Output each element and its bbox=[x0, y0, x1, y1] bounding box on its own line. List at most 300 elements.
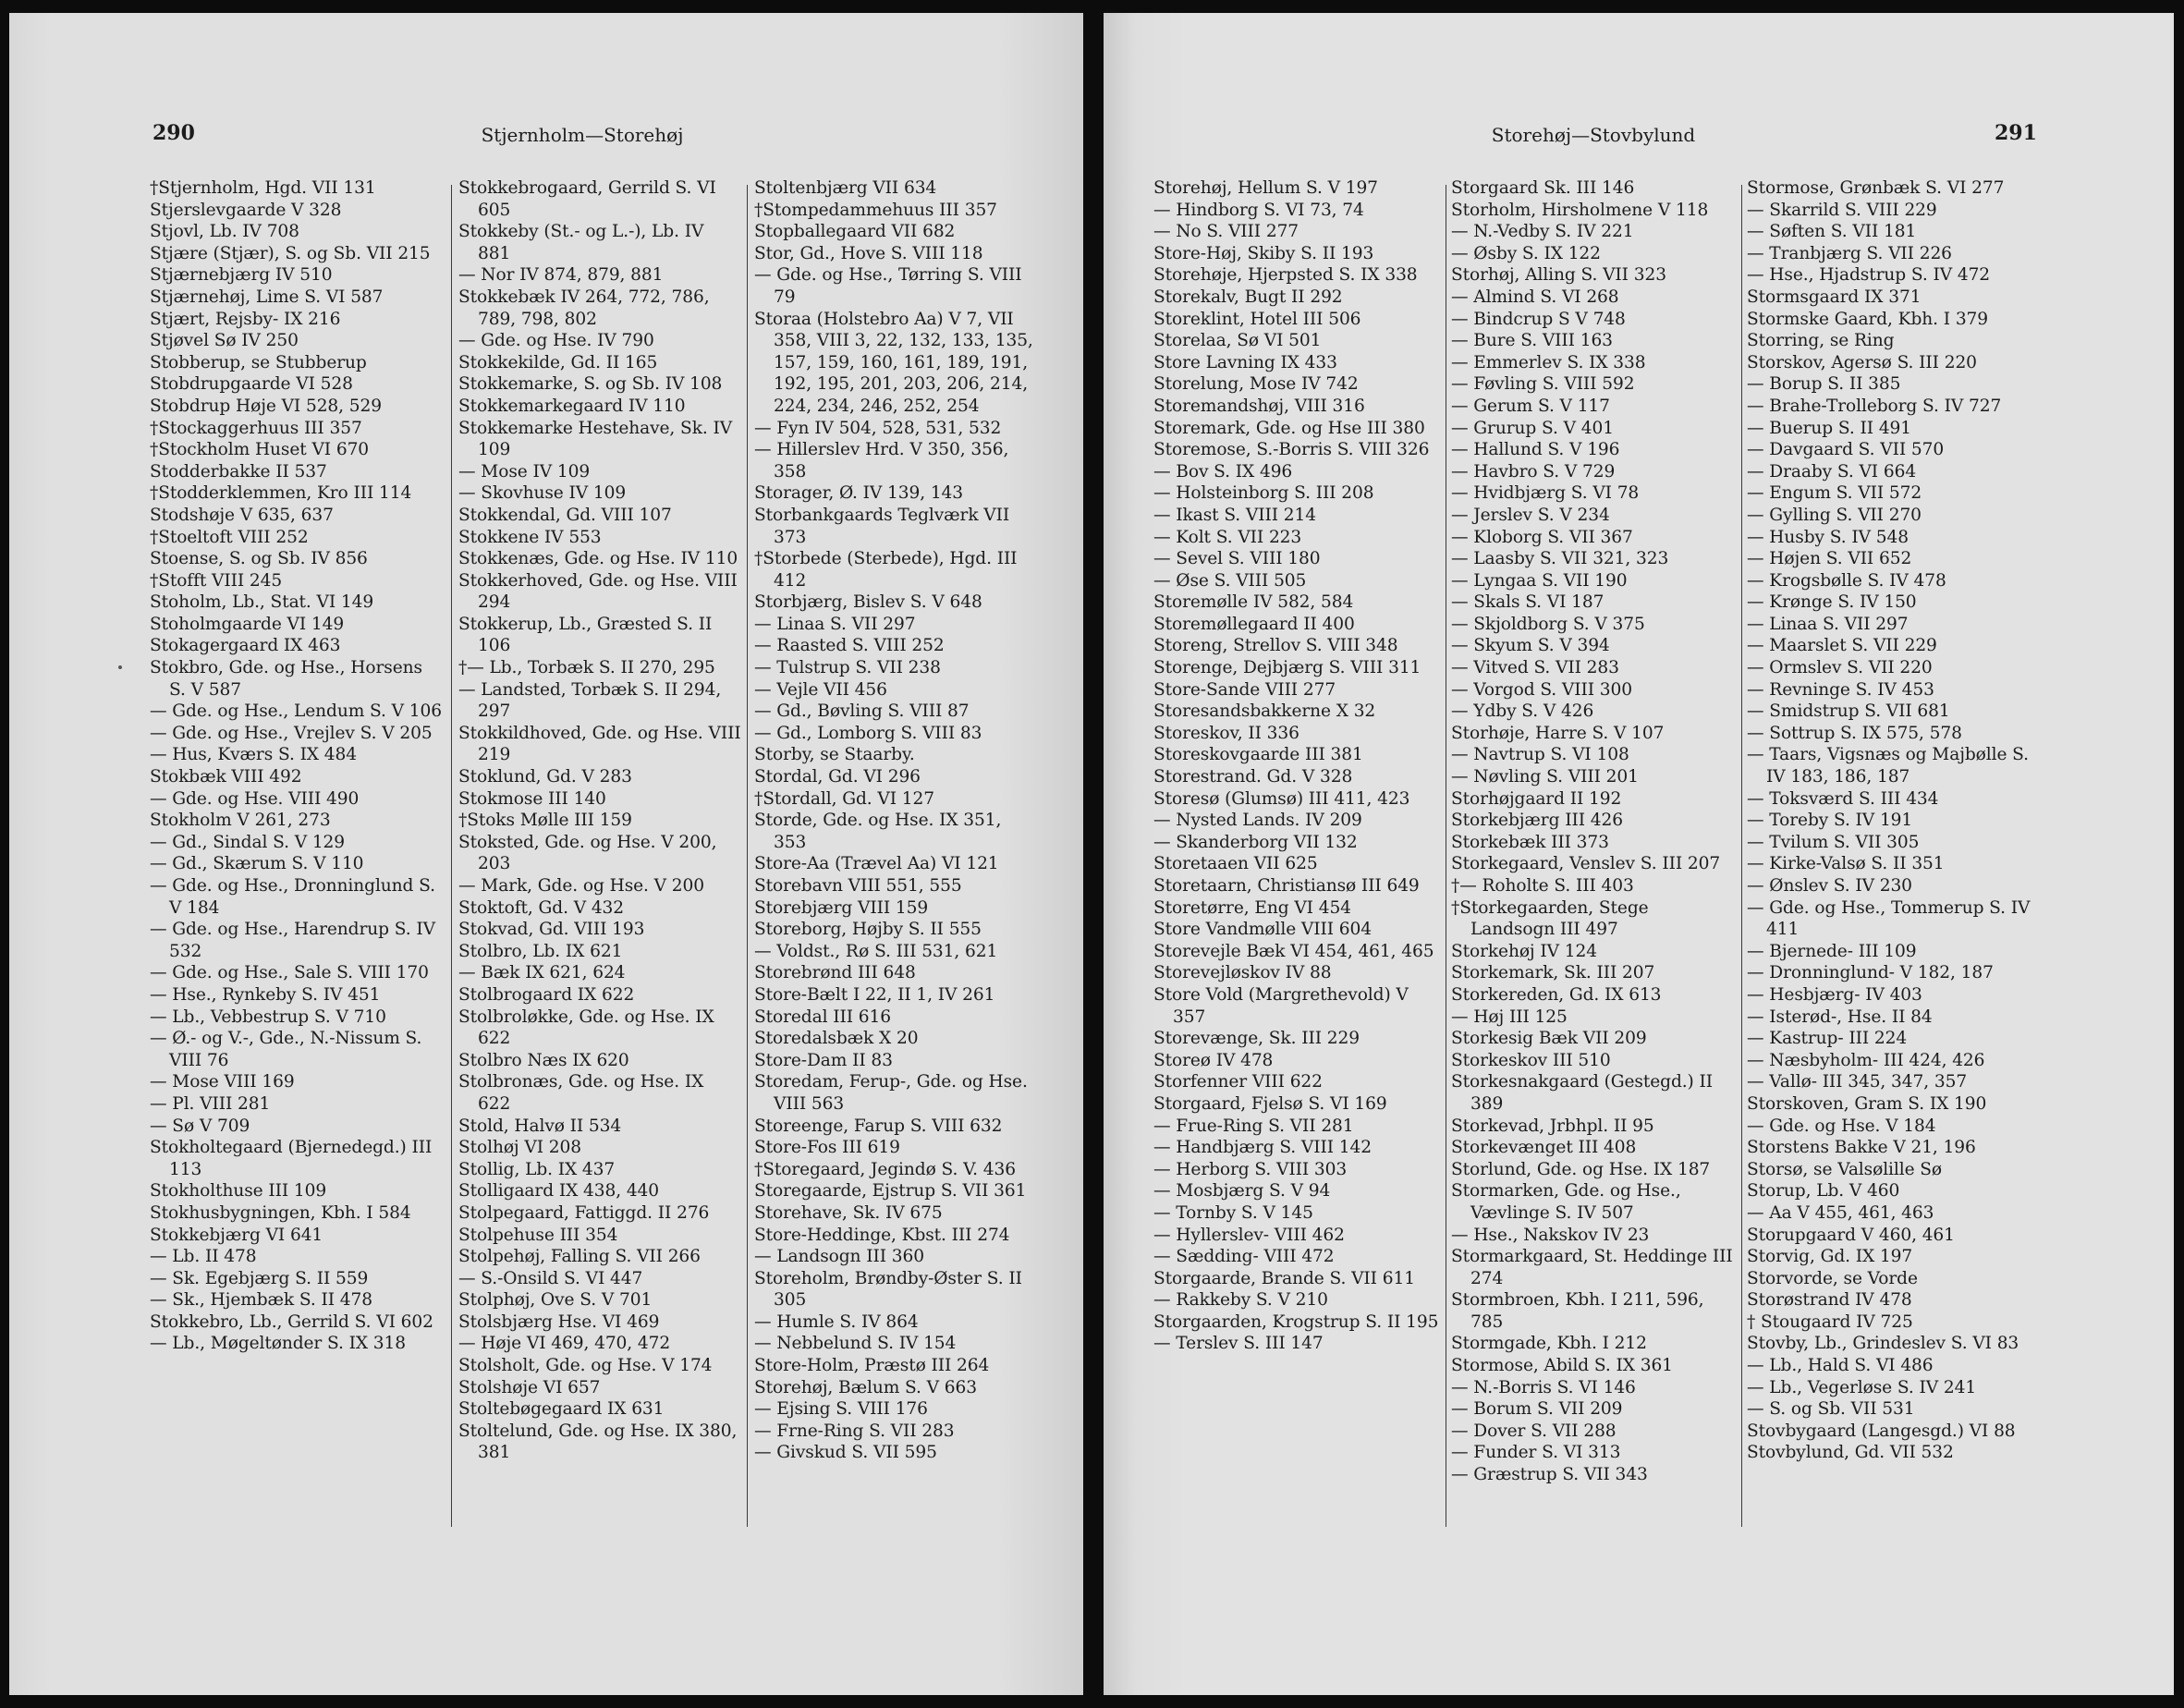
index-column-3 bbox=[1747, 177, 2033, 1464]
index-entry: Storgaard Sk. III 146 bbox=[1451, 178, 1635, 198]
index-entry: Storedalsbæk X 20 bbox=[754, 1029, 919, 1049]
index-entry: — Borup S. II 385 bbox=[1747, 374, 1901, 395]
index-entry: — Gde. og Hse., Sale S. VIII 170 bbox=[150, 963, 429, 983]
index-entry: — N.-Vedby S. IV 221 bbox=[1451, 222, 1634, 242]
index-entry: — Laasby S. VII 321, 323 bbox=[1451, 549, 1669, 569]
index-entry: — Lb. II 478 bbox=[150, 1247, 257, 1267]
index-entry: Stormarken, Gde. og Hse., Vævlinge S. IV 507 bbox=[1451, 1181, 1681, 1223]
index-entry: — Mosbjærg S. V 94 bbox=[1153, 1181, 1331, 1202]
index-entry: Storehøje, Hjerpsted S. IX 338 bbox=[1153, 265, 1418, 286]
index-entry: — Husby S. IV 548 bbox=[1747, 527, 1909, 547]
index-entry: † Stougaard IV 725 bbox=[1747, 1312, 1913, 1332]
index-entry: †Storkegaarden, Stege Landsogn III 497 bbox=[1451, 897, 1649, 940]
index-entry: Stokholthuse III 109 bbox=[150, 1181, 327, 1202]
index-entry: Storeenge, Farup S. VIII 632 bbox=[754, 1116, 1003, 1136]
index-entry: — Bure S. VIII 163 bbox=[1451, 331, 1613, 351]
index-entry: Storkesnakgaard (Gestegd.) II 389 bbox=[1451, 1072, 1714, 1114]
index-entry: Store Vandmølle VIII 604 bbox=[1153, 920, 1372, 940]
index-entry: — Brahe-Trolleborg S. IV 727 bbox=[1747, 396, 2002, 416]
index-entry: — Hse., Nakskov IV 23 bbox=[1451, 1225, 1650, 1245]
index-entry: †Stompedammehuus III 357 bbox=[754, 200, 997, 220]
index-entry: Storlund, Gde. og Hse. IX 187 bbox=[1451, 1159, 1711, 1179]
index-entry: — Dronninglund- V 182, 187 bbox=[1747, 963, 1994, 983]
index-entry: Storkeskov III 510 bbox=[1451, 1050, 1611, 1070]
index-entry: — Gde. og Hse., Lendum S. V 106 bbox=[150, 702, 442, 722]
index-entry: Stokagergaard IX 463 bbox=[150, 636, 341, 656]
index-entry: — Nysted Lands. IV 209 bbox=[1153, 811, 1362, 831]
index-entry: — Maarslet S. VII 229 bbox=[1747, 636, 1937, 656]
index-entry: — Hindborg S. VI 73, 74 bbox=[1153, 200, 1364, 220]
index-entry: Storebjærg VIII 159 bbox=[754, 897, 929, 918]
index-entry: — Mose VIII 169 bbox=[150, 1072, 295, 1092]
index-entry: — Gd., Bøvling S. VIII 87 bbox=[754, 702, 970, 722]
index-entry: Storesandsbakkerne X 32 bbox=[1153, 702, 1376, 722]
index-entry: — Hse., Hjadstrup S. IV 472 bbox=[1747, 265, 1991, 286]
index-entry: Storevejløskov IV 88 bbox=[1153, 963, 1332, 983]
index-entry: Storeng, Strellov S. VIII 348 bbox=[1153, 636, 1398, 656]
index-entry: Storvig, Gd. IX 197 bbox=[1747, 1247, 1913, 1267]
index-entry: Stor, Gd., Hove S. VIII 118 bbox=[754, 243, 983, 263]
index-entry: — Frue-Ring S. VII 281 bbox=[1153, 1116, 1354, 1136]
index-entry: — Krogsbølle S. IV 478 bbox=[1747, 570, 1946, 591]
index-entry: Stokkene IV 553 bbox=[458, 527, 602, 547]
index-entry: — Skals S. VI 187 bbox=[1451, 592, 1604, 613]
index-entry: — Sædding- VIII 472 bbox=[1153, 1247, 1335, 1267]
index-entry: Stokkebjærg VI 641 bbox=[150, 1225, 323, 1245]
index-entry: †— Lb., Torbæk S. II 270, 295 bbox=[458, 658, 715, 678]
index-entry: Storskov, Agersø S. III 220 bbox=[1747, 352, 1977, 372]
index-entry: Stolpegaard, Fattiggd. II 276 bbox=[458, 1202, 710, 1223]
index-entry: — Nor IV 874, 879, 881 bbox=[458, 265, 664, 286]
index-entry: Storup, Lb. V 460 bbox=[1747, 1181, 1900, 1202]
index-entry: Storebavn VIII 551, 555 bbox=[754, 876, 962, 896]
index-entry: — Jerslev S. V 234 bbox=[1451, 505, 1610, 525]
index-entry: — Aa V 455, 461, 463 bbox=[1747, 1202, 1934, 1223]
index-entry: — Sottrup S. IX 575, 578 bbox=[1747, 723, 1962, 743]
index-entry: Storegaarde, Ejstrup S. VII 361 bbox=[754, 1181, 1027, 1202]
index-entry: Stoklund, Gd. V 283 bbox=[458, 767, 632, 787]
index-entry: Storring, se Ring bbox=[1747, 331, 1895, 351]
index-entry: Stolligaard IX 438, 440 bbox=[458, 1181, 660, 1202]
index-entry: Stjovl, Lb. IV 708 bbox=[150, 222, 299, 242]
index-entry: Store-Dam II 83 bbox=[754, 1050, 893, 1070]
index-entry: — Davgaard S. VII 570 bbox=[1747, 440, 1945, 460]
index-entry: — Nøvling S. VIII 201 bbox=[1451, 767, 1639, 787]
index-entry: — Skarrild S. VIII 229 bbox=[1747, 200, 1937, 220]
index-entry: — Handbjærg S. VIII 142 bbox=[1153, 1138, 1372, 1158]
index-entry: Storehave, Sk. IV 675 bbox=[754, 1202, 943, 1223]
index-entry: — Skyum S. V 394 bbox=[1451, 636, 1610, 656]
index-entry: — Tranbjærg S. VII 226 bbox=[1747, 243, 1952, 263]
index-entry: Stolhøj VI 208 bbox=[458, 1138, 581, 1158]
index-entry: Stolsholt, Gde. og Hse. V 174 bbox=[458, 1356, 713, 1376]
index-entry: — Gd., Lomborg S. VIII 83 bbox=[754, 723, 982, 743]
index-entry: Store Vold (Margrethevold) V 357 bbox=[1153, 984, 1409, 1027]
index-entry: — Ikast S. VIII 214 bbox=[1153, 505, 1316, 525]
index-entry: Stoholmgaarde VI 149 bbox=[150, 614, 345, 634]
index-entry: Stokkeby (St.- og L.-), Lb. IV 881 bbox=[458, 222, 704, 263]
index-entry: — Emmerlev S. IX 338 bbox=[1451, 352, 1646, 372]
index-entry: Stormsgaard IX 371 bbox=[1747, 287, 1922, 307]
index-entry: Storeholm, Brøndby-Øster S. II 305 bbox=[754, 1268, 1022, 1311]
index-entry: Stjærnehøj, Lime S. VI 587 bbox=[150, 287, 384, 307]
left-page bbox=[9, 13, 1083, 1695]
index-entry: Stokholm V 261, 273 bbox=[150, 811, 331, 831]
index-entry: Stoense, S. og Sb. IV 856 bbox=[150, 549, 368, 569]
index-entry: Store-Høj, Skiby S. II 193 bbox=[1153, 243, 1374, 263]
index-entry: — Gde. og Hse., Tommerup S. IV 411 bbox=[1747, 897, 2031, 940]
index-entry: — Toreby S. IV 191 bbox=[1747, 811, 1913, 831]
index-entry: Stokkekilde, Gd. II 165 bbox=[458, 352, 658, 372]
index-entry: — Øsby S. IX 122 bbox=[1451, 243, 1601, 263]
index-entry: †Stoks Mølle III 159 bbox=[458, 811, 632, 831]
index-entry: Stolbro Næs IX 620 bbox=[458, 1050, 629, 1070]
index-entry: — Gde. og Hse., Vrejlev S. V 205 bbox=[150, 723, 433, 743]
index-entry: Stormarkgaard, St. Heddinge III 274 bbox=[1451, 1247, 1733, 1288]
index-entry: Storeborg, Højby S. II 555 bbox=[754, 920, 982, 940]
index-entry: — Humle S. IV 864 bbox=[754, 1312, 919, 1332]
index-entry: — Kirke-Valsø S. II 351 bbox=[1747, 854, 1945, 874]
index-entry: Storholm, Hirsholmene V 118 bbox=[1451, 200, 1709, 220]
index-entry: †Stockaggerhuus III 357 bbox=[150, 418, 362, 438]
index-entry: Store-Fos III 619 bbox=[754, 1138, 900, 1158]
index-entry: — Hse., Rynkeby S. IV 451 bbox=[150, 984, 381, 1005]
index-entry: Storbjærg, Bislev S. V 648 bbox=[754, 592, 982, 613]
index-entry: Storøstrand IV 478 bbox=[1747, 1290, 1912, 1311]
index-column-1 bbox=[150, 177, 442, 1355]
index-entry: Storbankgaards Teglværk VII 373 bbox=[754, 505, 1010, 547]
index-entry: Stormose, Abild S. IX 361 bbox=[1451, 1356, 1673, 1376]
index-entry: — Sø V 709 bbox=[150, 1116, 250, 1136]
index-entry: — Krønge S. IV 150 bbox=[1747, 592, 1917, 613]
index-entry: Stoktoft, Gd. V 432 bbox=[458, 897, 625, 918]
index-entry: Storhøje, Harre S. V 107 bbox=[1451, 723, 1665, 743]
index-entry: Storfenner VIII 622 bbox=[1153, 1072, 1323, 1092]
index-entry: Storsø, se Valsølille Sø bbox=[1747, 1159, 1943, 1179]
index-entry: Stoltelund, Gde. og Hse. IX 380, 381 bbox=[458, 1421, 738, 1463]
index-entry: — Voldst., Rø S. III 531, 621 bbox=[754, 941, 998, 961]
index-entry: — Tornby S. V 145 bbox=[1153, 1202, 1313, 1223]
running-head: Stjernholm—Storehøj bbox=[481, 124, 684, 146]
index-entry: Storedam, Ferup-, Gde. og Hse. VIII 563 bbox=[754, 1072, 1028, 1114]
index-entry: — Gylling S. VII 270 bbox=[1747, 505, 1922, 525]
index-entry: Storebrønd III 648 bbox=[754, 963, 916, 983]
index-entry: Stoksted, Gde. og Hse. V 200, 203 bbox=[458, 832, 717, 874]
print-speck bbox=[118, 665, 122, 669]
index-entry: — Gde. og Hse., Tørring S. VIII 79 bbox=[754, 265, 1022, 307]
index-entry: Stolbrogaard IX 622 bbox=[458, 984, 635, 1005]
index-entry: — Ønslev S. IV 230 bbox=[1747, 876, 1912, 896]
index-entry: Stolshøje VI 657 bbox=[458, 1377, 601, 1397]
index-entry: Stolpehuse III 354 bbox=[458, 1225, 618, 1245]
index-entry: Stokbro, Gde. og Hse., Horsens S. V 587 bbox=[150, 658, 422, 700]
index-column-3 bbox=[754, 177, 1037, 1464]
index-entry: Stokholtegaard (Bjernedegd.) III 113 bbox=[150, 1138, 433, 1179]
index-entry: — Linaa S. VII 297 bbox=[754, 614, 916, 634]
index-entry: — S.-Onsild S. VI 447 bbox=[458, 1268, 643, 1288]
index-entry: Store-Heddinge, Kbst. III 274 bbox=[754, 1225, 1010, 1245]
index-entry: — Grurup S. V 401 bbox=[1451, 418, 1614, 438]
index-entry: Stokkemarke Hestehave, Sk. IV 109 bbox=[458, 418, 733, 460]
index-entry: — Rakkeby S. V 210 bbox=[1153, 1290, 1328, 1311]
index-entry: Storkehøj IV 124 bbox=[1451, 941, 1597, 961]
index-entry: Storvorde, se Vorde bbox=[1747, 1268, 1918, 1288]
index-entry: Stolbronæs, Gde. og Hse. IX 622 bbox=[458, 1072, 704, 1114]
index-entry: Storeskov, II 336 bbox=[1153, 723, 1299, 743]
index-entry: — Skanderborg VII 132 bbox=[1153, 832, 1358, 852]
index-entry: †Storbede (Sterbede), Hgd. III 412 bbox=[754, 549, 1018, 591]
index-entry: — Ø.- og V.-, Gde., N.-Nissum S. VIII 76 bbox=[150, 1029, 422, 1070]
index-entry: — Bjernede- III 109 bbox=[1747, 941, 1917, 961]
index-entry: Store-Sande VIII 277 bbox=[1153, 679, 1336, 700]
index-entry: Storestrand. Gd. V 328 bbox=[1153, 767, 1353, 787]
index-entry: — Fyn IV 504, 528, 531, 532 bbox=[754, 418, 1002, 438]
index-entry: Stokbæk VIII 492 bbox=[150, 767, 302, 787]
index-entry: — Terslev S. III 147 bbox=[1153, 1334, 1324, 1354]
index-entry: Storemølle IV 582, 584 bbox=[1153, 592, 1354, 613]
index-entry: Storesø (Glumsø) III 411, 423 bbox=[1153, 788, 1410, 809]
index-entry: Stollig, Lb. IX 437 bbox=[458, 1159, 616, 1179]
index-entry: Stokmose III 140 bbox=[458, 788, 606, 809]
index-entry: Storgaarde, Brande S. VII 611 bbox=[1153, 1268, 1415, 1288]
index-entry: Storevejle Bæk VI 454, 461, 465 bbox=[1153, 941, 1434, 961]
index-entry: — Gde. og Hse. IV 790 bbox=[458, 331, 654, 351]
index-entry: Stormbroen, Kbh. I 211, 596, 785 bbox=[1451, 1290, 1704, 1332]
index-entry: — Bæk IX 621, 624 bbox=[458, 963, 626, 983]
index-entry: Stokkenæs, Gde. og Hse. IV 110 bbox=[458, 549, 738, 569]
index-entry: — Landsogn III 360 bbox=[754, 1247, 924, 1267]
index-entry: Stjære (Stjær), S. og Sb. VII 215 bbox=[150, 243, 431, 263]
index-entry: Stokkemarke, S. og Sb. IV 108 bbox=[458, 374, 723, 395]
index-entry: — Taars, Vigsnæs og Majbølle S. IV 183, 186, 187 bbox=[1747, 745, 2029, 787]
column-rule bbox=[1741, 185, 1742, 1527]
index-entry: — Ydby S. V 426 bbox=[1451, 702, 1594, 722]
index-entry: Stokkildhoved, Gde. og Hse. VIII 219 bbox=[458, 723, 741, 765]
index-entry: Storgaard, Fjelsø S. VI 169 bbox=[1153, 1093, 1387, 1114]
index-entry: Stolbro, Lb. IX 621 bbox=[458, 941, 623, 961]
index-entry: — Hyllerslev- VIII 462 bbox=[1153, 1225, 1345, 1245]
index-entry: — Høj III 125 bbox=[1451, 1006, 1568, 1027]
index-entry: Stokkendal, Gd. VIII 107 bbox=[458, 505, 672, 525]
index-entry: Stobdrupgaarde VI 528 bbox=[150, 374, 353, 395]
index-column-1 bbox=[1153, 177, 1440, 1355]
index-entry: Stoholm, Lb., Stat. VI 149 bbox=[150, 592, 374, 613]
index-entry: Stokhusbygningen, Kbh. I 584 bbox=[150, 1202, 411, 1223]
index-entry: Stormgade, Kbh. I 212 bbox=[1451, 1334, 1647, 1354]
index-entry: †— Roholte S. III 403 bbox=[1451, 876, 1634, 896]
index-entry: Storhøj, Alling S. VII 323 bbox=[1451, 265, 1666, 286]
index-entry: Stold, Halvø II 534 bbox=[458, 1116, 622, 1136]
index-entry: Stormose, Grønbæk S. VI 277 bbox=[1747, 178, 2005, 198]
index-entry: Storekalv, Bugt II 292 bbox=[1153, 287, 1343, 307]
index-entry: Storenge, Dejbjærg S. VIII 311 bbox=[1153, 658, 1421, 678]
index-entry: †Stodderklemmen, Kro III 114 bbox=[150, 483, 412, 504]
index-entry: — Højen S. VII 652 bbox=[1747, 549, 1912, 569]
index-entry: Storelaa, Sø VI 501 bbox=[1153, 331, 1322, 351]
index-entry: Storkevænget III 408 bbox=[1451, 1138, 1637, 1158]
index-entry: — Raasted S. VIII 252 bbox=[754, 636, 945, 656]
index-entry: — N.-Borris S. VI 146 bbox=[1451, 1377, 1636, 1397]
index-entry: Storevænge, Sk. III 229 bbox=[1153, 1029, 1360, 1049]
index-entry: Stokkerup, Lb., Græsted S. II 106 bbox=[458, 614, 713, 656]
index-entry: †Storegaard, Jegindø S. V. 436 bbox=[754, 1159, 1016, 1179]
right-page bbox=[1104, 13, 2174, 1695]
index-entry: Storelung, Mose IV 742 bbox=[1153, 374, 1359, 395]
index-entry: — Vallø- III 345, 347, 357 bbox=[1747, 1072, 1968, 1092]
index-entry: Storeø IV 478 bbox=[1153, 1050, 1274, 1070]
index-entry: — Mose IV 109 bbox=[458, 461, 591, 482]
index-entry: — Vejle VII 456 bbox=[754, 679, 887, 700]
index-entry: Stokkemarkegaard IV 110 bbox=[458, 396, 686, 416]
index-entry: — Gd., Skærum S. V 110 bbox=[150, 854, 364, 874]
index-entry: Stodshøje V 635, 637 bbox=[150, 505, 334, 525]
index-entry: Storehøj, Hellum S. V 197 bbox=[1153, 178, 1378, 198]
index-entry: — Hus, Kværs S. IX 484 bbox=[150, 745, 357, 765]
index-entry: Storkebjærg III 426 bbox=[1451, 811, 1623, 831]
index-entry: — Gde. og Hse. VIII 490 bbox=[150, 788, 360, 809]
index-entry: Storetørre, Eng VI 454 bbox=[1153, 897, 1351, 918]
index-entry: Stovby, Lb., Grindeslev S. VI 83 bbox=[1747, 1334, 2019, 1354]
index-entry: — Gd., Sindal S. V 129 bbox=[150, 832, 346, 852]
index-entry: Storemark, Gde. og Hse III 380 bbox=[1153, 418, 1425, 438]
index-entry: — Sevel S. VIII 180 bbox=[1153, 549, 1321, 569]
index-entry: Storeskovgaarde III 381 bbox=[1153, 745, 1363, 765]
index-entry: Storehøj, Bælum S. V 663 bbox=[754, 1377, 977, 1397]
index-entry: Storkegaard, Venslev S. III 207 bbox=[1451, 854, 1721, 874]
index-entry: — Funder S. VI 313 bbox=[1451, 1443, 1621, 1463]
index-column-2 bbox=[458, 177, 741, 1464]
index-entry: — Ejsing S. VIII 176 bbox=[754, 1399, 928, 1420]
index-entry: — Linaa S. VII 297 bbox=[1747, 614, 1909, 634]
index-entry: — Pl. VIII 281 bbox=[150, 1093, 271, 1114]
index-entry: — Smidstrup S. VII 681 bbox=[1747, 702, 1950, 722]
index-column-2 bbox=[1451, 177, 1736, 1486]
index-entry: — Vorgod S. VIII 300 bbox=[1451, 679, 1632, 700]
index-entry: — Borum S. VII 209 bbox=[1451, 1399, 1623, 1420]
index-entry: — Landsted, Torbæk S. II 294, 297 bbox=[458, 679, 722, 722]
index-entry: Storkevad, Jrbhpl. II 95 bbox=[1451, 1116, 1654, 1136]
index-entry: Storhøjgaard II 192 bbox=[1451, 788, 1622, 809]
index-entry: — Kastrup- III 224 bbox=[1747, 1029, 1908, 1049]
index-entry: — Lb., Hald S. VI 486 bbox=[1747, 1356, 1934, 1376]
index-entry: — Skjoldborg S. V 375 bbox=[1451, 614, 1645, 634]
index-entry: — Herborg S. VIII 303 bbox=[1153, 1159, 1348, 1179]
index-entry: Storetaaen VII 625 bbox=[1153, 854, 1318, 874]
index-entry: Storgaarden, Krogstrup S. II 195 bbox=[1153, 1312, 1439, 1332]
index-entry: †Stoeltoft VIII 252 bbox=[150, 527, 309, 547]
index-entry: Stokkebro, Lb., Gerrild S. VI 602 bbox=[150, 1312, 433, 1332]
index-entry: — Hillerslev Hrd. V 350, 356, 358 bbox=[754, 440, 1009, 482]
index-entry: Storby, se Staarby. bbox=[754, 745, 915, 765]
index-entry: — Hallund S. V 196 bbox=[1451, 440, 1620, 460]
index-entry: — Lb., Møgeltønder S. IX 318 bbox=[150, 1334, 406, 1354]
index-entry: Stobdrup Høje VI 528, 529 bbox=[150, 396, 382, 416]
index-entry: — Græstrup S. VII 343 bbox=[1451, 1465, 1648, 1485]
index-entry: Storedal III 616 bbox=[754, 1006, 891, 1027]
index-entry: — Næsbyholm- III 424, 426 bbox=[1747, 1050, 1985, 1070]
index-entry: Stokkebæk IV 264, 772, 786, 789, 798, 802 bbox=[458, 287, 710, 329]
index-entry: — Føvling S. VIII 592 bbox=[1451, 374, 1635, 395]
index-entry: Stovbylund, Gd. VII 532 bbox=[1747, 1443, 1954, 1463]
index-entry: — Hvidbjærg S. VI 78 bbox=[1451, 483, 1640, 504]
index-entry: Stoltenbjærg VII 634 bbox=[754, 178, 937, 198]
index-entry: — Engum S. VII 572 bbox=[1747, 483, 1922, 504]
index-entry: — Bov S. IX 496 bbox=[1153, 461, 1293, 482]
index-entry: — Almind S. VI 268 bbox=[1451, 287, 1619, 307]
index-entry: — Givskud S. VII 595 bbox=[754, 1443, 937, 1463]
index-entry: Stobberup, se Stubberup bbox=[150, 352, 367, 372]
index-entry: Stovbygaard (Langesgd.) VI 88 bbox=[1747, 1421, 2016, 1441]
index-entry: — Kloborg S. VII 367 bbox=[1451, 527, 1633, 547]
index-entry: Storkemark, Sk. III 207 bbox=[1451, 963, 1655, 983]
index-entry: Storeklint, Hotel III 506 bbox=[1153, 309, 1361, 329]
index-entry: Stjøvel Sø IV 250 bbox=[150, 331, 299, 351]
column-rule bbox=[747, 185, 748, 1527]
index-entry: Stolsbjærg Hse. VI 469 bbox=[458, 1312, 660, 1332]
index-entry: †Stockholm Huset VI 670 bbox=[150, 440, 370, 460]
index-entry: — Gde. og Hse., Harendrup S. IV 532 bbox=[150, 920, 435, 961]
index-entry: — Ormslev S. VII 220 bbox=[1747, 658, 1933, 678]
index-entry: Storde, Gde. og Hse. IX 351, 353 bbox=[754, 811, 1002, 852]
index-entry: — Gde. og Hse. V 184 bbox=[1747, 1116, 1936, 1136]
column-rule bbox=[451, 185, 452, 1527]
index-entry: — Sk. Egebjærg S. II 559 bbox=[150, 1268, 369, 1288]
index-entry: — Tvilum S. VII 305 bbox=[1747, 832, 1920, 852]
index-entry: — Dover S. VII 288 bbox=[1451, 1421, 1617, 1441]
index-entry: Storemøllegaard II 400 bbox=[1153, 614, 1355, 634]
index-entry: Storkebæk III 373 bbox=[1451, 832, 1609, 852]
index-entry: — Gerum S. V 117 bbox=[1451, 396, 1610, 416]
index-entry: — Bindcrup S V 748 bbox=[1451, 309, 1626, 329]
index-entry: †Stordall, Gd. VI 127 bbox=[754, 788, 934, 809]
index-entry: Storskoven, Gram S. IX 190 bbox=[1747, 1093, 1987, 1114]
index-entry: Stoltebøgegaard IX 631 bbox=[458, 1399, 665, 1420]
index-entry: — Søften S. VII 181 bbox=[1747, 222, 1917, 242]
index-entry: Storkesig Bæk VII 209 bbox=[1451, 1029, 1647, 1049]
page-number: 290 bbox=[153, 121, 195, 145]
index-entry: — Skovhuse IV 109 bbox=[458, 483, 627, 504]
index-entry: Stormske Gaard, Kbh. I 379 bbox=[1747, 309, 1989, 329]
index-entry: — Navtrup S. VI 108 bbox=[1451, 745, 1629, 765]
index-entry: — No S. VIII 277 bbox=[1153, 222, 1299, 242]
index-entry: Stjært, Rejsby- IX 216 bbox=[150, 309, 341, 329]
index-entry: — S. og Sb. VII 531 bbox=[1747, 1399, 1915, 1420]
index-entry: — Revninge S. IV 453 bbox=[1747, 679, 1934, 700]
index-entry: Stolphøj, Ove S. V 701 bbox=[458, 1290, 653, 1311]
index-entry: Storaa (Holstebro Aa) V 7, VII 358, VIII 3, 22, 132, 133, 135, 157, 159, 160, 161, 189, 191, 192, 195, 201, 203, 206, 214, 224, 234, 246, 252, 254 bbox=[754, 309, 1033, 416]
running-head: Storehøj—Stovbylund bbox=[1491, 124, 1696, 146]
index-entry: Storager, Ø. IV 139, 143 bbox=[754, 483, 964, 504]
index-entry: Storemandshøj, VIII 316 bbox=[1153, 396, 1365, 416]
index-entry: Stjerslevgaarde V 328 bbox=[150, 200, 342, 220]
index-entry: Stjærnebjærg IV 510 bbox=[150, 265, 333, 286]
index-entry: — Lb., Vebbestrup S. V 710 bbox=[150, 1006, 386, 1027]
index-entry: Stolpehøj, Falling S. VII 266 bbox=[458, 1247, 701, 1267]
index-entry: — Isterød-, Hse. II 84 bbox=[1747, 1006, 1933, 1027]
index-entry: Store-Bælt I 22, II 1, IV 261 bbox=[754, 984, 995, 1005]
index-entry: — Vitved S. VII 283 bbox=[1451, 658, 1619, 678]
index-entry: — Frne-Ring S. VII 283 bbox=[754, 1421, 955, 1441]
index-entry: — Mark, Gde. og Hse. V 200 bbox=[458, 876, 705, 896]
index-entry: Stopballegaard VII 682 bbox=[754, 222, 956, 242]
index-entry: Stokvad, Gd. VIII 193 bbox=[458, 920, 645, 940]
index-entry: — Buerup S. II 491 bbox=[1747, 418, 1912, 438]
index-entry: Storkereden, Gd. IX 613 bbox=[1451, 984, 1662, 1005]
index-entry: Store-Holm, Præstø III 264 bbox=[754, 1356, 990, 1376]
index-entry: — Draaby S. VI 664 bbox=[1747, 461, 1917, 482]
index-entry: Storstens Bakke V 21, 196 bbox=[1747, 1138, 1976, 1158]
index-entry: †Stjernholm, Hgd. VII 131 bbox=[150, 178, 376, 198]
